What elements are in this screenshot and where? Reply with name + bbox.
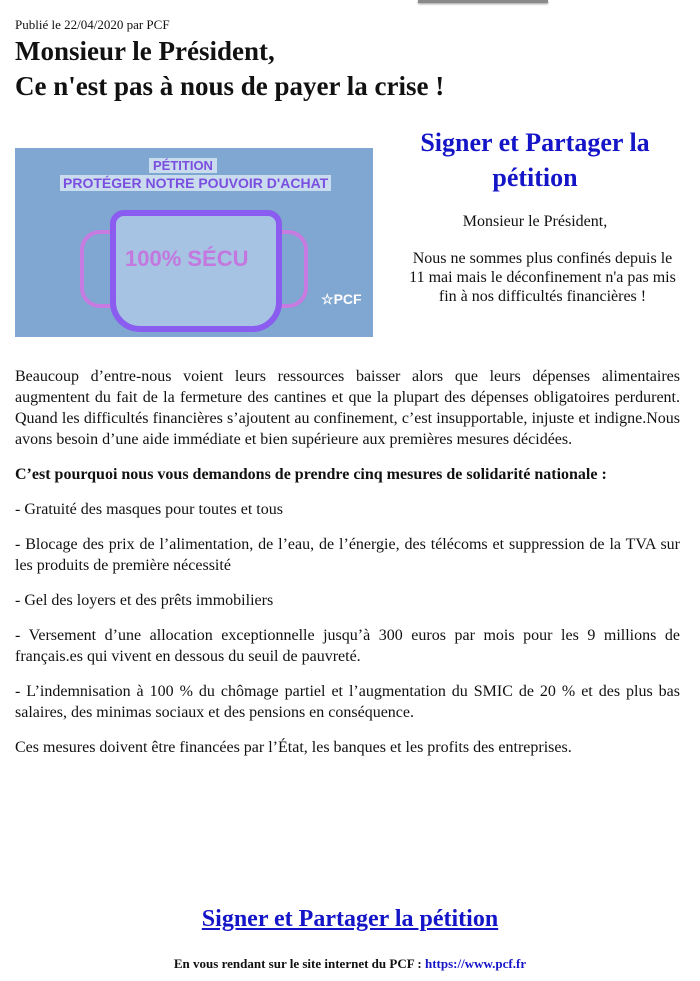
mask-text: 100% SÉCU: [125, 246, 249, 271]
sign-petition-link[interactable]: Signer et Partager la pétition: [201, 906, 499, 932]
sign-share-heading[interactable]: Signer et Partager la pétition: [420, 128, 650, 192]
petition-banner-image: [15, 148, 373, 337]
demand-item: - Gel des loyers et des prêts immobiliers: [15, 592, 274, 609]
pcf-site-link[interactable]: https://www.pcf.fr: [425, 956, 527, 971]
top-scroll-bar: [418, 0, 548, 3]
petition-sidebar: [390, 125, 680, 306]
pcf-logo: ☆PCF: [321, 291, 362, 307]
demand-item: - L’indemnisation à 100 % du chômage partiel et l’augmentation du SMIC de 20 % et des plus bas salaires, des minimas sociaux et des pensions en conséquence.: [15, 683, 680, 721]
footer-text: En vous rendant sur le site internet du PCF :: [173, 956, 425, 971]
title-line-1: Monsieur le Président,: [15, 36, 275, 66]
demand-item: - Versement d’une allocation exceptionnelle jusqu’à 300 euros par mois pour les 9 millions de français.es qui vivent en dessous du seuil de pauvreté.: [15, 627, 680, 665]
intro-text: Nous ne sommes plus confinés depuis le 11 mai mais le déconfinement n'a pas mis fin à nos difficultés financières !: [409, 250, 676, 305]
demand-item: - Blocage des prix de l’alimentation, de l’eau, de l’énergie, des télécoms et suppression de la TVA sur les produits de première nécessité: [15, 536, 680, 574]
greeting: Monsieur le Président,: [462, 213, 608, 230]
banner-line-1: PÉTITION: [149, 158, 217, 173]
demand-item: - Gratuité des masques pour toutes et tous: [15, 501, 283, 518]
paragraph: Ces mesures doivent être financées par l’État, les banques et les profits des entreprises.: [15, 739, 572, 756]
title-line-2: Ce n'est pas à nous de payer la crise !: [15, 71, 445, 101]
letter-body: [15, 366, 680, 772]
banner-line-2: PROTÉGER NOTRE POUVOIR D'ACHAT: [60, 175, 331, 191]
demands-intro: C’est pourquoi nous vous demandons de prendre cinq mesures de solidarité nationale :: [15, 466, 607, 483]
paragraph: Beaucoup d’entre-nous voient leurs ressources baisser alors que leurs dépenses alimentaires augmentent du fait de la fermeture des cantines et que la plupart des dépenses obligatoires perdurent. Quand les difficultés financières s’ajoutent au confinement, c’est insupportable, injuste et indigne.Nous avons besoin d’une aide immédiate et bien supérieure aux premières mesures décidées.: [15, 368, 680, 448]
page-title: [15, 34, 444, 104]
publish-info: Publié le 22/04/2020 par PCF: [15, 17, 170, 32]
footer: [0, 956, 700, 972]
